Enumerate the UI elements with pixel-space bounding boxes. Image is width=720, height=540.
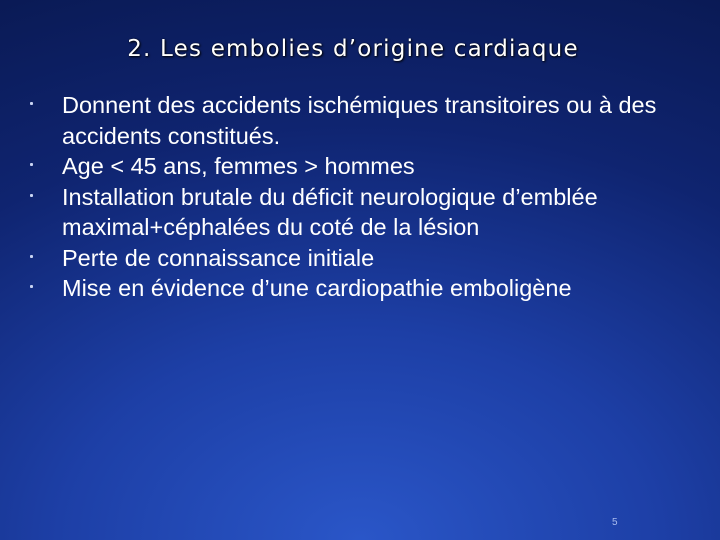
slide-title: 2. Les embolies d’origine cardiaque	[127, 36, 579, 62]
bullet-text: Perte de connaissance initiale	[62, 244, 375, 271]
bullet-text: Mise en évidence d’une cardiopathie emboligène	[62, 275, 572, 301]
bullet-text: Donnent des accidents ischémiques transitoires ou à des accidents constitués.	[62, 92, 657, 149]
bullet-item	[62, 273, 672, 304]
bullet-icon	[30, 255, 34, 259]
bullet-text: Installation brutale du déficit neurologique d’emblée maximal+céphalées du coté de la lésion	[62, 183, 598, 240]
bullet-item	[62, 151, 672, 182]
bullet-item	[62, 90, 672, 151]
bullet-item	[62, 243, 672, 274]
bullet-icon	[30, 163, 34, 167]
bullet-item	[62, 182, 672, 243]
bullet-list	[62, 90, 672, 304]
page-number: 5	[612, 517, 618, 528]
bullet-icon	[30, 194, 34, 198]
bullet-text: Age < 45 ans, femmes > hommes	[62, 153, 415, 179]
bullet-icon	[30, 285, 34, 289]
bullet-icon	[30, 102, 34, 106]
